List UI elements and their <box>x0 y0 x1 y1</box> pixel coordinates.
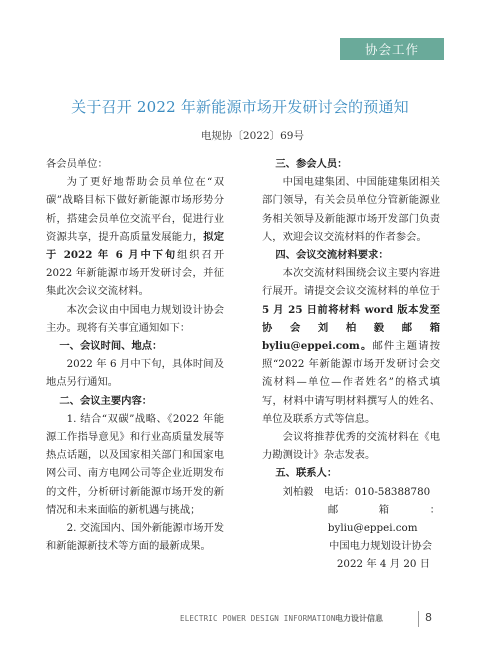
contact-email: 邮箱：byliu@eppei.com <box>327 503 440 535</box>
issue-date: 2022 年 4 月 20 日 <box>336 558 430 571</box>
section-4-body <box>262 264 440 428</box>
right-column <box>262 155 440 574</box>
section-4-heading: 四、会议交流材料要求： <box>275 249 389 262</box>
section-4-deadline-highlight: 5 月 25 日前将材料 word 版本发至协会刘柏毅邮箱 byliu@eppei.com。 <box>262 303 440 353</box>
intro-date-highlight: 拟定于 2022 年 6 月中下旬 <box>46 230 225 262</box>
section-4-text-b: 邮件主题请按照“2022 年新能源市场开发研讨会交流材料—单位—作者姓名”的格式填写，材料中请写明材料撰写人的姓名、单位及联系方式等信息。 <box>262 340 440 425</box>
footer-divider <box>418 611 419 627</box>
section-3-heading: 三、参会人员： <box>275 158 348 170</box>
section-1-heading: 一、会议时间、地点： <box>59 340 163 353</box>
document-number: 电规协〔2022〕69号 <box>200 130 304 142</box>
salutation: 各会员单位： <box>46 158 108 170</box>
intro-text-b: 组织召开 2022 年新能源市场开发研讨会，并征集此次会议交流材料。 <box>46 249 225 298</box>
section-1-body: 2022 年 6 月中下旬，具体时间及地点另行通知。 <box>46 358 224 389</box>
section-tag: 协会工作 <box>340 38 444 60</box>
intro-paragraph <box>46 173 224 300</box>
intro-paragraph-2: 本次会议由中国电力规划设计协会主办。现将有关事宜通知如下： <box>46 303 224 334</box>
journal-name-cn: 电力设计信息 <box>335 614 383 623</box>
left-column <box>46 155 224 555</box>
intro-text-a: 为了更好地帮助会员单位在“双碳”战略目标下做好新能源市场形势分析，搭建会员单位交流平台，促进行业资源共享，提升高质量发展能力， <box>46 176 224 243</box>
issuing-organization: 中国电力规划设计协会 <box>329 540 432 553</box>
page-number: 8 <box>425 611 432 624</box>
section-2-heading: 二、会议主要内容： <box>59 394 153 407</box>
page-footer <box>0 611 480 627</box>
section-3-body: 中国电建集团、中国能建集团相关部门领导，有关会员单位分管新能源业务相关领导及新能源市场开发部门负责人，欢迎会议交流材料的作者参会。 <box>262 176 440 243</box>
section-4-text-a: 本次交流材料围绕会议主要内容进行展开。请提交会议交流材料的单位于 <box>262 267 440 298</box>
contact-line: 刘柏毅 电话：010-58388780 <box>282 485 431 498</box>
section-2-item-2: 2. 交流国内、国外新能源市场开发和新能源新技术等方面的最新成果。 <box>46 522 224 553</box>
section-5-heading: 五、联系人： <box>275 467 338 480</box>
section-4-body-2: 会议将推荐优秀的交流材料在《电力勘测设计》杂志发表。 <box>262 431 440 462</box>
journal-name-en: ELECTRIC POWER DESIGN INFORMATION <box>180 614 336 623</box>
notice-title: 关于召开 2022 年新能源市场开发研讨会的预通知 <box>71 98 409 116</box>
section-2-item-1: 1. 结合“双碳”战略、《2022 年能源工作指导意见》和行业高质量发展等热点话题，以及国家相关部门和国家电网公司、南方电网公司等企业近期发布的文件，分析研讨新能源市场开发的新情况和未来面临的新机遇与挑战； <box>46 412 224 516</box>
